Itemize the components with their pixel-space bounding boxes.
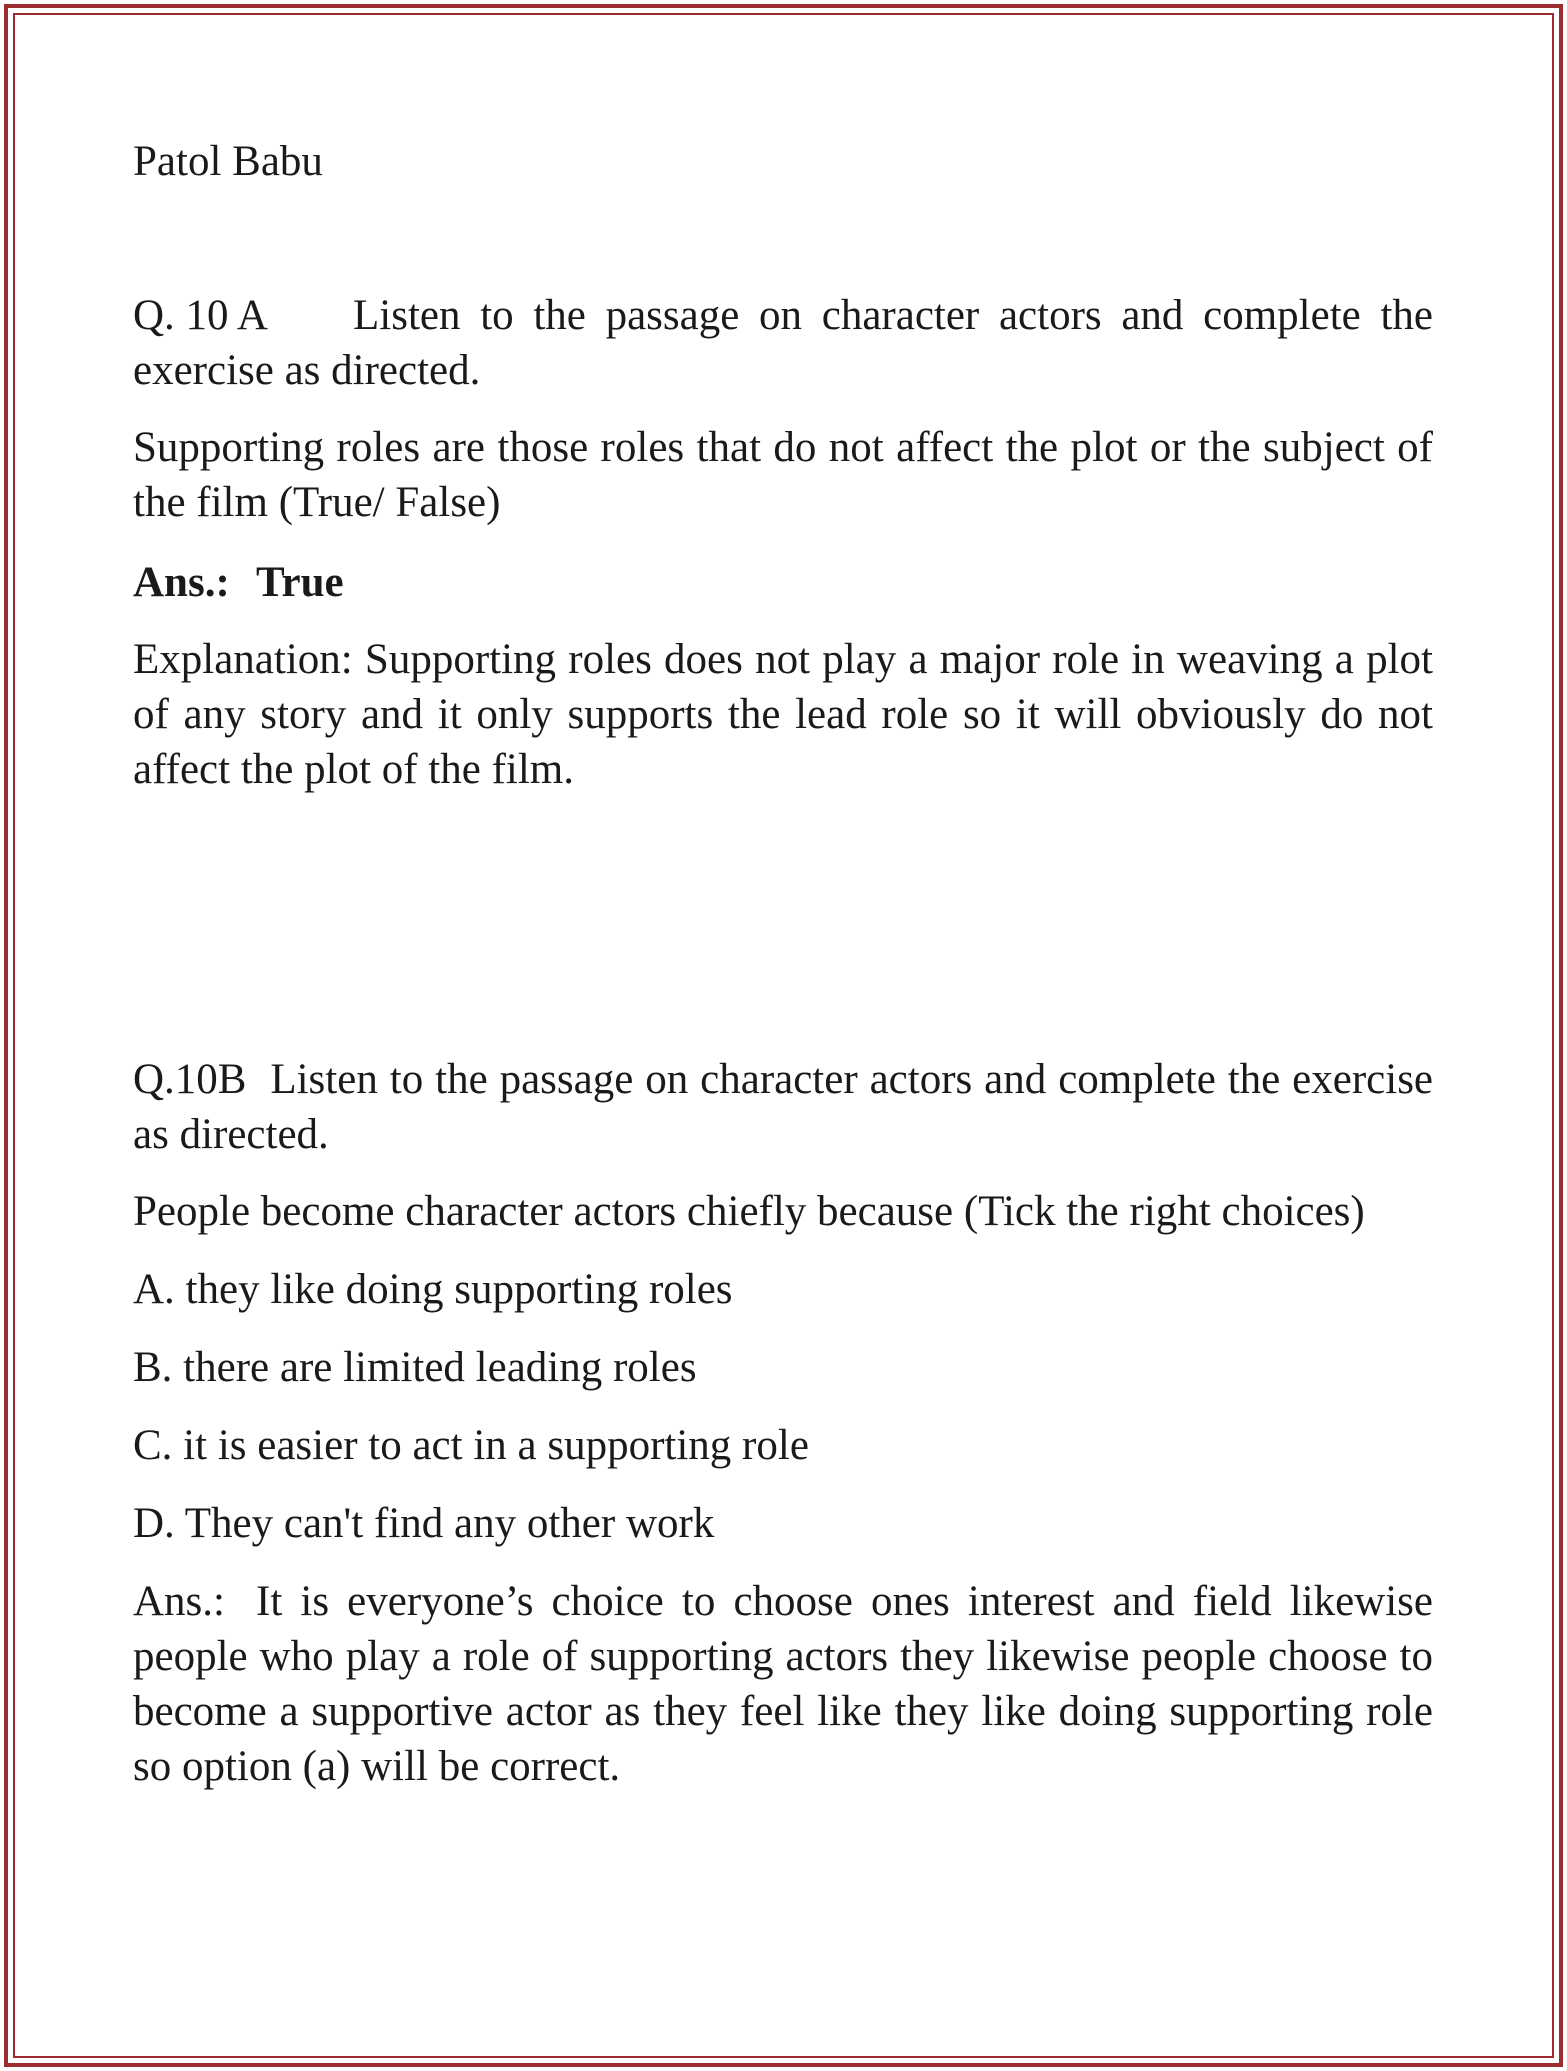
q10a-statement: Supporting roles are those roles that do not affect the plot or the subject of the film (True/ False) <box>133 424 1433 526</box>
q10b-option-c: C. it is easier to act in a supporting role <box>133 1422 809 1469</box>
q10b-option-d: D. They can't find any other work <box>133 1500 715 1547</box>
q10b-option-a: A. they like doing supporting roles <box>133 1266 733 1313</box>
q10b-answer <box>133 1574 1433 1794</box>
q10a-answer-label: Ans.: <box>133 559 230 606</box>
q10b-instruction-text: Listen to the passage on character actors and complete the exercise as directed. <box>133 1056 1434 1158</box>
q10a-instruction-text: Listen to the passage on character actors and complete the exercise as directed. <box>133 292 1433 394</box>
q10b-question: People become character actors chiefly because (Tick the right choices) <box>133 1188 1365 1235</box>
q10a-answer-value: True <box>256 559 344 606</box>
q10b-answer-text: It is everyone’s choice to choose ones interest and field likewise people who play a role of supporting actors they likewise people choose to become a supportive actor as they feel like they like doing supporting role so option (a) will be correct. <box>133 1578 1433 1790</box>
page-title: Patol Babu <box>133 138 323 185</box>
q10a-label: Q. 10 A <box>133 292 268 339</box>
q10b-label: Q.10B <box>133 1056 247 1103</box>
q10a-explanation: Explanation: Supporting roles does not play a major role in weaving a plot of any story and it only supports the lead role so it will obviously do not affect the plot of the film. <box>133 636 1433 793</box>
q10b-instruction <box>133 1052 1433 1162</box>
q10b-answer-label: Ans.: <box>133 1578 225 1625</box>
q10a-instruction <box>133 288 1433 398</box>
q10a-answer <box>133 555 1433 610</box>
q10b-option-b: B. there are limited leading roles <box>133 1344 697 1391</box>
